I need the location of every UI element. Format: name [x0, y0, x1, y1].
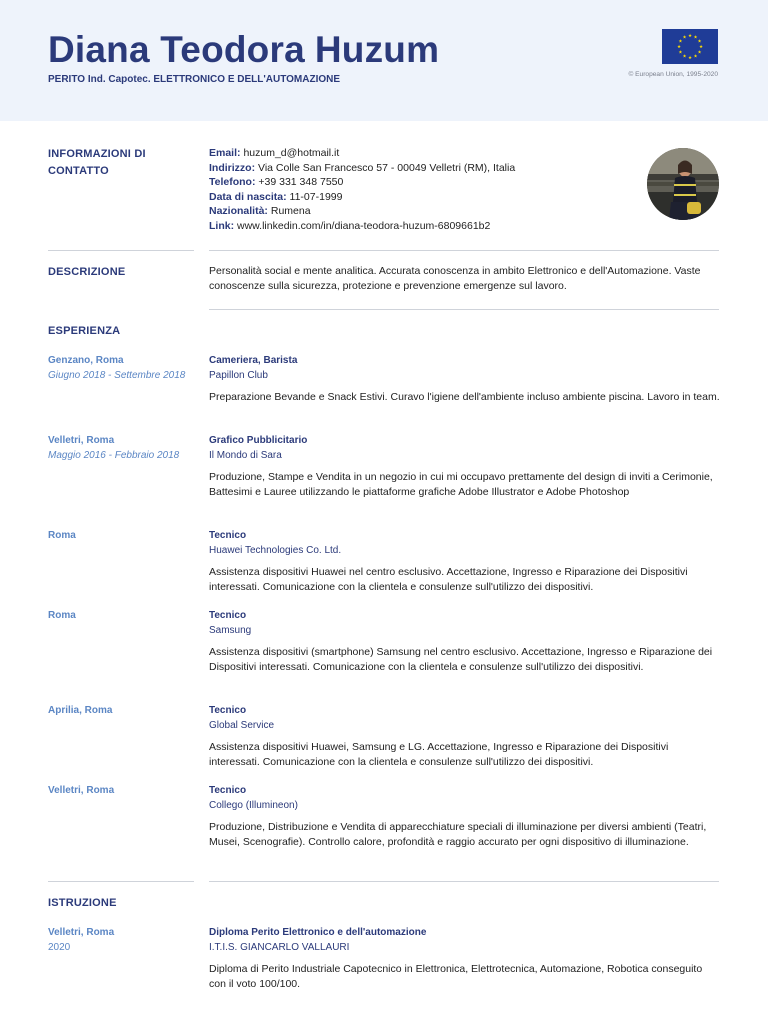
entry-description: Assistenza dispositivi (smartphone) Samsung nel centro esclusivo. Accettazione, Ingresso e Riparazione dei Dispositivi interessati. Comunicazione con la clientela e consulenze sull'utilizzo dei dispositivi.	[209, 646, 713, 673]
eu-star-icon: ★	[682, 54, 687, 60]
experience-meta	[48, 704, 200, 719]
experience-entry	[209, 784, 721, 849]
entry-organization: Collego (Illumineon)	[209, 799, 298, 811]
experience-meta	[48, 784, 200, 799]
contact-link: Link: www.linkedin.com/in/diana-teodora-huzum-6809661b2	[209, 219, 491, 232]
entry-role: Tecnico	[209, 530, 247, 541]
divider	[209, 250, 719, 251]
experience-entry	[209, 704, 721, 769]
contact-phone: Telefono: +39 331 348 7550	[209, 176, 344, 189]
education-entry	[209, 926, 721, 991]
contact-birthdate: Data di nascita: 11-07-1999	[209, 190, 343, 203]
section-title-contact: INFORMAZIONI DI CONTATTO	[48, 148, 146, 177]
avatar	[647, 148, 719, 220]
entry-dates: 2020	[48, 941, 71, 953]
entry-description: Diploma di Perito Industriale Capotecnico in Elettronica, Elettrotecnica, Automazione, Robotica conseguito con il voto 100/100.	[209, 963, 703, 990]
person-name	[48, 29, 439, 71]
eu-star-icon: ★	[687, 56, 693, 62]
eu-star-icon: ★	[693, 54, 698, 60]
eu-star-icon: ★	[676, 45, 682, 51]
description-text: Personalità social e mente analitica. Accurata conoscenza in ambito Elettronico e dell'Automazione. Vaste conoscenze sulla sicurezza, protezione e prevenzione emergenze sul lavoro.	[209, 265, 701, 292]
section-title-education: ISTRUZIONE	[48, 897, 117, 909]
email-link[interactable]: huzum_d@hotmail.it	[243, 147, 340, 159]
eu-star-icon: ★	[678, 39, 683, 45]
eu-flag-icon	[662, 29, 718, 64]
entry-location: Genzano, Roma	[48, 355, 124, 366]
divider	[209, 881, 719, 882]
surname: Huzum	[314, 29, 440, 70]
entry-dates: Maggio 2016 - Febbraio 2018	[48, 449, 180, 461]
entry-organization: Il Mondo di Sara	[209, 449, 282, 461]
cv-header	[0, 0, 768, 121]
eu-star-icon: ★	[678, 50, 683, 56]
entry-description: Preparazione Bevande e Snack Estivi. Curavo l'igiene dell'ambiente incluso ambiente piscina. Lavoro in team.	[209, 391, 720, 404]
entry-location: Aprilia, Roma	[48, 705, 113, 716]
divider	[209, 309, 719, 310]
contact-email: Email: huzum_d@hotmail.it	[209, 147, 340, 159]
entry-organization: Papillon Club	[209, 369, 268, 381]
entry-location: Velletri, Roma	[48, 435, 115, 446]
entry-role: Cameriera, Barista	[209, 355, 298, 366]
entry-organization: Samsung	[209, 624, 252, 636]
entry-organization: I.T.I.S. GIANCARLO VALLAURI	[209, 941, 350, 953]
experience-meta	[48, 529, 200, 544]
experience-meta	[48, 609, 200, 624]
eu-star-icon: ★	[697, 39, 702, 45]
contact-address: Indirizzo: Via Colle San Francesco 57 - 00049 Velletri (RM), Italia	[209, 161, 516, 174]
first-names: Diana Teodora	[48, 29, 305, 70]
entry-role: Grafico Pubblicitario	[209, 435, 308, 446]
section-title-description: DESCRIZIONE	[48, 266, 126, 278]
entry-role: Tecnico	[209, 610, 247, 621]
profile-photo	[647, 148, 719, 220]
eu-star-icon: ★	[693, 35, 698, 41]
job-title: PERITO Ind. Capotec. ELETTRONICO E DELL'AUTOMAZIONE	[48, 74, 341, 85]
entry-role: Tecnico	[209, 705, 247, 716]
eu-star-icon: ★	[698, 45, 704, 51]
entry-location: Velletri, Roma	[48, 785, 115, 796]
entry-description: Produzione, Stampe e Vendita in un negozio in cui mi occupavo prettamente del design di inviti a Cerimonie, Battesimi e Lauree utilizzando le piattaforme grafiche Adobe Illustrator e Adobe Photoshop	[209, 471, 713, 498]
entry-description: Assistenza dispositivi Huawei, Samsung e LG. Accettazione, Ingresso e Riparazione dei Dispositivi interessati. Comunicazione con la clientela e consulenze sull'utilizzo dei dispositivi.	[209, 741, 669, 768]
experience-entry	[209, 609, 721, 674]
entry-role: Tecnico	[209, 785, 247, 796]
entry-location: Roma	[48, 610, 76, 621]
entry-location: Velletri, Roma	[48, 927, 115, 938]
entry-dates: Giugno 2018 - Settembre 2018	[48, 369, 186, 381]
experience-meta	[48, 434, 200, 463]
eu-star-icon: ★	[682, 35, 687, 41]
section-title-experience: ESPERIENZA	[48, 325, 121, 337]
eu-copyright: © European Union, 1995-2020	[628, 71, 718, 78]
contact-info	[209, 146, 629, 234]
contact-nationality: Nazionalità: Rumena	[209, 205, 311, 218]
divider	[48, 881, 194, 882]
entry-organization: Huawei Technologies Co. Ltd.	[209, 544, 342, 556]
entry-organization: Global Service	[209, 719, 275, 731]
entry-description: Assistenza dispositivi Huawei nel centro esclusivo. Accettazione, Ingresso e Riparazione dei Dispositivi interessati. Comunicazione con la clientela e consulenze sull'utilizzo dei dispositivi.	[209, 566, 688, 593]
entry-role: Diploma Perito Elettronico e dell'automazione	[209, 927, 427, 938]
experience-entry	[209, 529, 721, 594]
divider	[48, 250, 194, 251]
education-meta	[48, 926, 200, 955]
experience-meta	[48, 354, 200, 383]
experience-entry	[209, 354, 721, 405]
eu-star-icon: ★	[697, 50, 702, 56]
linkedin-link[interactable]: www.linkedin.com/in/diana-teodora-huzum-6809661b2	[237, 219, 491, 232]
entry-description: Produzione, Distribuzione e Vendita di apparecchiature speciali di illuminazione per diversi ambienti (Teatri, Musei, Scenografie). Controllo calore, profondità e raggio accurato per ogni dispositivo di illuminazione.	[209, 821, 707, 848]
eu-star-icon: ★	[687, 34, 693, 40]
experience-entry	[209, 434, 721, 499]
entry-location: Roma	[48, 530, 76, 541]
